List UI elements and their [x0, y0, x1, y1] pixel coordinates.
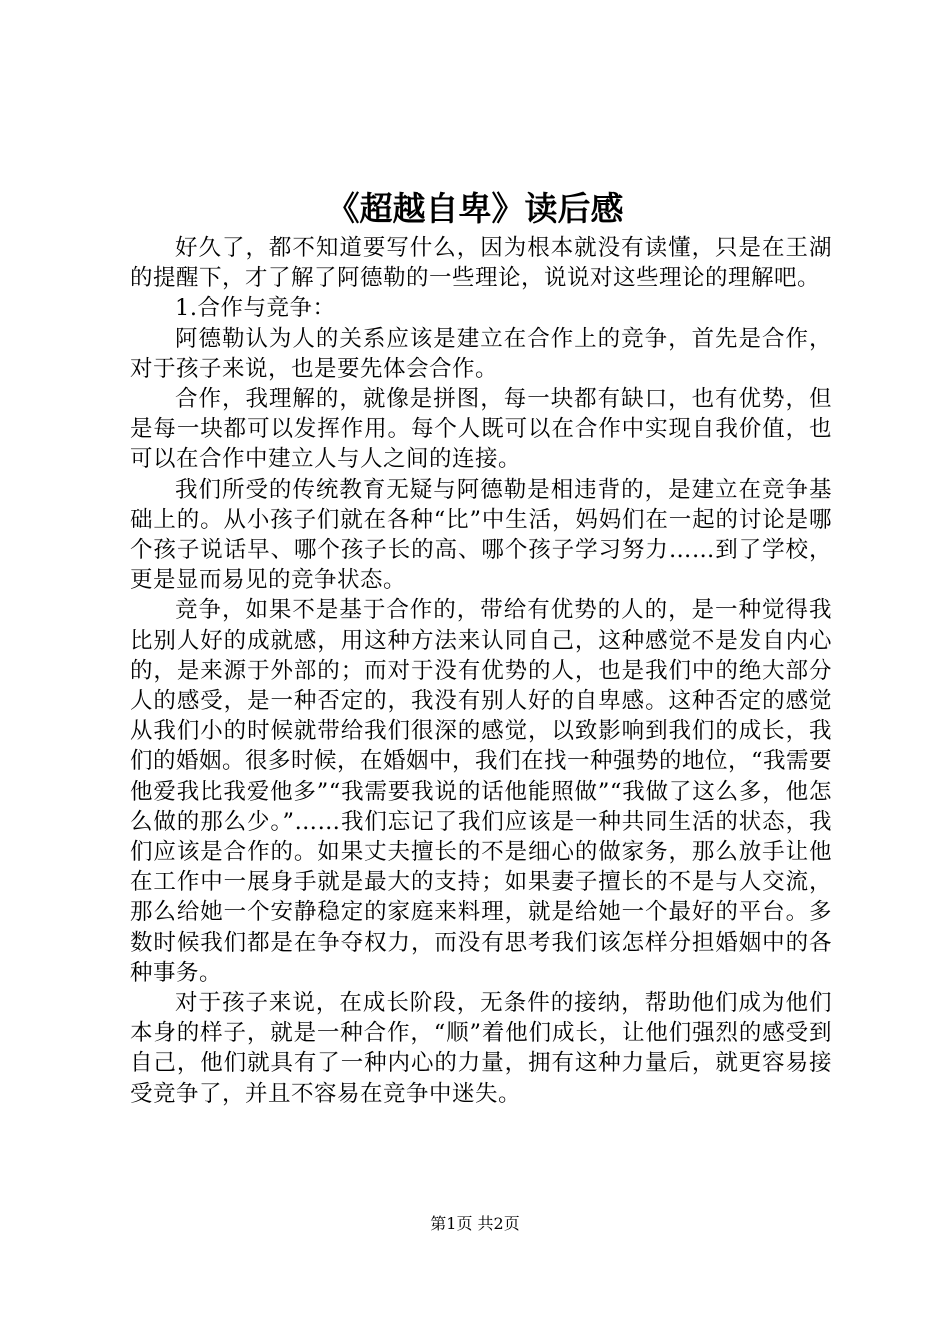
- paragraph-intro: 好久了，都不知道要写什么，因为根本就没有读懂，只是在王湖的提醒下，才了解了阿德勒的一些理论，说说对这些理论的理解吧。: [130, 235, 832, 292]
- document-title: 《超越自卑》读后感: [326, 189, 624, 228]
- page-number-footer: 第1页 共2页: [430, 1214, 520, 1233]
- paragraph: 合作，我理解的，就像是拼图，每一块都有缺口，也有优势，但是每一块都可以发挥作用。每个人既可以在合作中实现自我价值，也可以在合作中建立人与人之间的连接。: [130, 386, 832, 473]
- paragraph: 阿德勒认为人的关系应该是建立在合作上的竞争，首先是合作，对于孩子来说，也是要先体会合作。: [130, 325, 832, 382]
- paragraph: 对于孩子来说，在成长阶段，无条件的接纳，帮助他们成为他们本身的样子，就是一种合作，“顺”着他们成长，让他们强烈的感受到自己，他们就具有了一种内心的力量，拥有这种力量后，就更容易接受竞争了，并且不容易在竞争中迷失。: [130, 990, 832, 1107]
- document-body: [130, 233, 832, 1109]
- paragraph: 竞争，如果不是基于合作的，带给有优势的人的，是一种觉得我比别人好的成就感，用这种方法来认同自己，这种感觉不是发自内心的，是来源于外部的；而对于没有优势的人，也是我们中的绝大部分人的感受，是一种否定的，我没有别人好的自卑感。这种否定的感觉从我们小的时候就带给我们很深的感觉，以致影响到我们的成长，我们的婚姻。很多时候，在婚姻中，我们在找一种强势的地位，“我需要他爱我比我爱他多”“我需要我说的话他能照做”“我做了这么多，他怎么做的那么少。”……我们忘记了我们应该是一种共同生活的状态，我们应该是合作的。如果丈夫擅长的不是细心的做家务，那么放手让他在工作中一展身手就是最大的支持；如果妻子擅长的不是与人交流，那么给她一个安静稳定的家庭来料理，就是给她一个最好的平台。多数时候我们都是在争夺权力，而没有思考我们该怎样分担婚姻中的各种事务。: [130, 597, 833, 986]
- paragraph: 我们所受的传统教育无疑与阿德勒是相违背的，是建立在竞争基础上的。从小孩子们就在各种“比”中生活，妈妈们在一起的讨论是哪个孩子说话早、哪个孩子长的高、哪个孩子学习努力……到了学校，更是显而易见的竞争状态。: [130, 476, 832, 594]
- section-heading: 1.合作与竞争：: [175, 295, 336, 322]
